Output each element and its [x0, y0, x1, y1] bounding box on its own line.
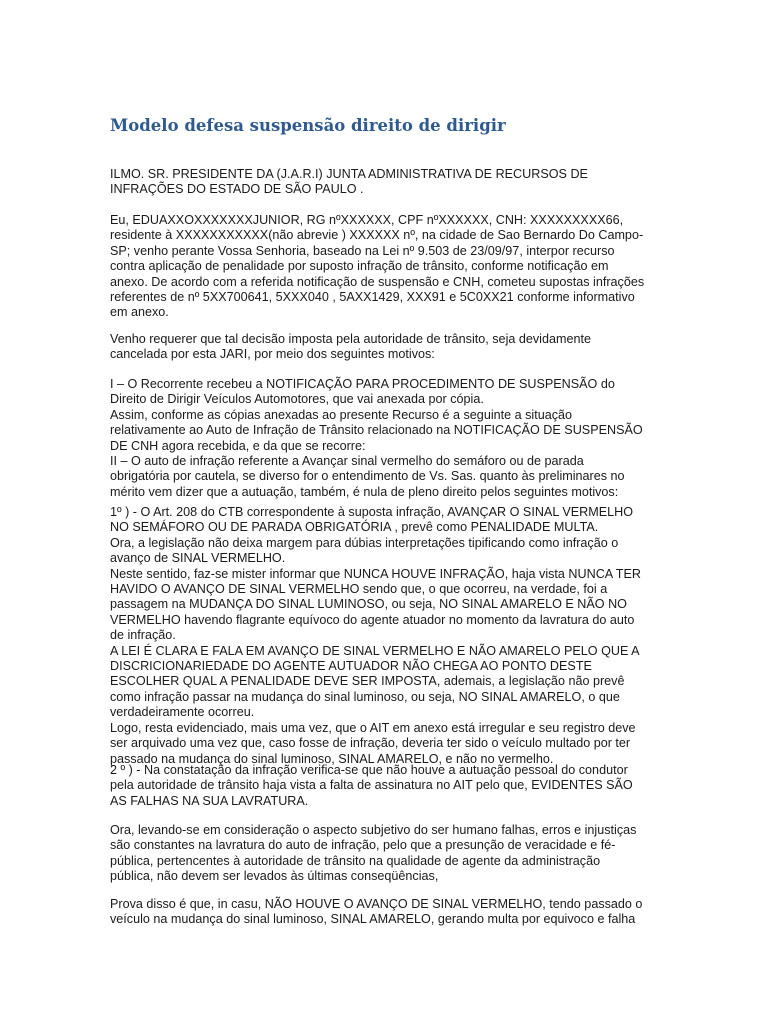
text-line: DE CNH agora recebida, e da que se recorre:: [110, 438, 366, 453]
text-line: A LEI É CLARA E FALA EM AVANÇO DE SINAL VERMELHO E NÃO AMARELO PELO QUE A: [110, 643, 640, 658]
text-line: ILMO. SR. PRESIDENTE DA (J.A.R.I) JUNTA ADMINISTRATIVA DE RECURSOS DE: [110, 167, 588, 181]
text-line: HAVIDO O AVANÇO DE SINAL VERMELHO sendo que, o que ocorreu, na verdade, foi a: [110, 582, 608, 597]
text-line: Assim, conforme as cópias anexadas ao presente Recurso é a seguinte a situação: [110, 407, 573, 422]
text-line: contra aplicação de penalidade por suposto infração de trânsito, conforme notificação em: [110, 259, 609, 274]
text-line: ESCOLHER QUAL A PENALIDADE DEVE SER IMPOSTA, ademais, a legislação não prevê: [110, 674, 625, 689]
text-line: como infração passar na mudança do sinal luminoso, ou seja, NO SINAL AMARELO, o que: [110, 689, 620, 704]
proof-paragraph: [110, 897, 660, 928]
text-line: Ora, levando-se em consideração o aspecto subjetivo do ser humano falhas, erros e injustiças: [110, 823, 637, 837]
consideration-paragraph: [110, 823, 660, 885]
text-line: pública, não devem ser levados às últimas conseqüências,: [110, 869, 439, 884]
text-line: de infração.: [110, 628, 176, 643]
text-line: VERMELHO havendo flagrante equívoco do agente atuador no momento da lavratura do auto: [110, 612, 635, 627]
text-line: anexo. De acordo com a referida notificação de suspensão e CNH, cometeu supostas infrações: [110, 274, 645, 289]
text-line: obrigatória por cautela, se diverso for o entendimento de Vs. Sas. quanto às preliminares no: [110, 469, 625, 484]
section-i-ii-paragraph: [110, 377, 660, 500]
text-line: referentes de nº 5XX700641, 5XXX040 , 5AXX1429, XXX91 e 5C0XX21 conforme informativo: [110, 290, 635, 305]
text-line: Ora, a legislação não deixa margem para dúbias interpretações tipificando como infração o: [110, 535, 619, 550]
text-line: veículo na mudança do sinal luminoso, SINAL AMARELO, gerando multa por equivoco e falha: [110, 912, 636, 927]
text-line: cancelada por esta JARI, por meio dos seguintes motivos:: [110, 347, 435, 362]
text-line: verdadeiramente ocorreu.: [110, 705, 255, 720]
text-line: ser arquivado uma vez que, caso fosse de infração, deveria ter sido o veículo multado por ter: [110, 736, 631, 751]
text-line: Venho requerer que tal decisão imposta pela autoridade de trânsito, seja devidamente: [110, 332, 591, 346]
text-line: são constantes na lavratura do auto de infração, pelo que a presunção de veracidade e fé-: [110, 838, 616, 853]
text-line: em anexo.: [110, 305, 169, 320]
text-line: 1º ) - O Art. 208 do CTB correspondente à suposta infração, AVANÇAR O SINAL VERMELHO: [110, 505, 634, 519]
identification-paragraph: [110, 213, 660, 321]
text-line: II – O auto de infração referente a Avançar sinal vermelho do semáforo ou de parada: [110, 454, 584, 469]
request-paragraph: [110, 332, 660, 363]
text-line: Direito de Dirigir Veículos Automotores, que vai anexada por cópia.: [110, 392, 484, 407]
text-line: 2 º ) - Na constatação da infração verifica-se que não houve a autuação pessoal do condutor: [110, 763, 628, 777]
text-line: passagem na MUDANÇA DO SINAL LUMINOSO, ou seja, NO SINAL AMARELO E NÃO NO: [110, 597, 627, 612]
text-line: I – O Recorrente recebeu a NOTIFICAÇÃO PARA PROCEDIMENTO DE SUSPENSÃO do: [110, 377, 615, 391]
text-line: INFRAÇÕES DO ESTADO DE SÃO PAULO .: [110, 182, 364, 197]
text-line: Neste sentido, faz-se mister informar que NUNCA HOUVE INFRAÇÃO, haja vista NUNCA TER: [110, 566, 641, 581]
addressee-paragraph: [110, 167, 660, 198]
item-1-paragraph: [110, 505, 660, 767]
document-title: Modelo defesa suspensão direito de dirigir: [110, 116, 506, 135]
item-2-paragraph: [110, 763, 660, 809]
text-line: DISCRICIONARIEDADE DO AGENTE AUTUADOR NÃO CHEGA AO PONTO DESTE: [110, 659, 592, 674]
text-line: pública, pertencentes à autoridade de trânsito na qualidade de agente da administração: [110, 853, 601, 868]
text-line: Logo, resta evidenciado, mais uma vez, que o AIT em anexo está irregular e seu registro deve: [110, 720, 636, 735]
text-line: passado na mudança do sinal luminoso, SINAL AMARELO, e não no vermelho.: [110, 751, 554, 766]
text-line: SP; venho perante Vossa Senhoria, baseado na Lei nº 9.503 de 23/09/97, interpor recurso: [110, 243, 615, 258]
text-line: NO SEMÁFORO OU DE PARADA OBRIGATÓRIA , prevê como PENALIDADE MULTA.: [110, 520, 599, 535]
text-line: mérito vem dizer que a autuação, também, é nula de pleno direito pelos seguintes motivos:: [110, 484, 619, 499]
text-line: residente à XXXXXXXXXXX(não abrevie ) XXXXXX nº, na cidade de Sao Bernardo Do Campo-: [110, 228, 644, 243]
text-line: AS FALHAS NA SUA LAVRATURA.: [110, 793, 309, 808]
text-line: Eu, EDUAXXOXXXXXXXJUNIOR, RG nºXXXXXX, CPF nºXXXXXX, CNH: XXXXXXXXX66,: [110, 213, 624, 227]
text-line: Prova disso é que, in casu, NÃO HOUVE O AVANÇO DE SINAL VERMELHO, tendo passado o: [110, 897, 643, 911]
text-line: pela autoridade de trânsito haja vista a falta de assinatura no AIT pelo que, EVIDENTES SÃO: [110, 778, 633, 793]
text-line: relativamente ao Auto de Infração de Trânsito relacionado na NOTIFICAÇÃO DE SUSPENSÃO: [110, 423, 643, 438]
text-line: avanço de SINAL VERMELHO.: [110, 551, 286, 566]
